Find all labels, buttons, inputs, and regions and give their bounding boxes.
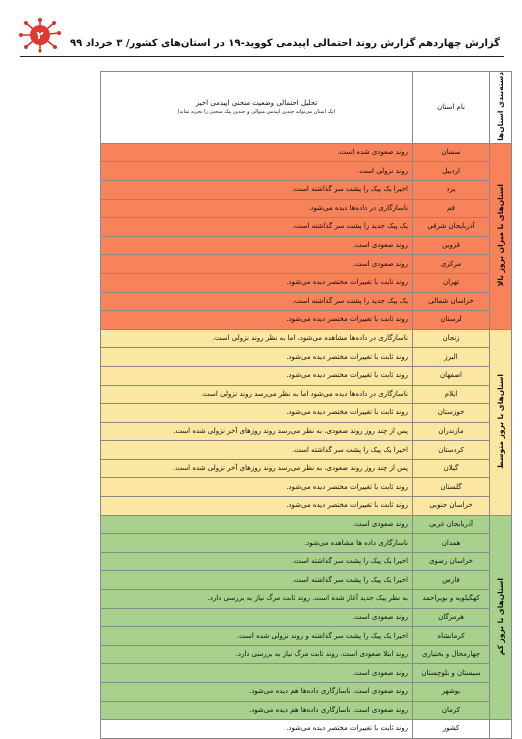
- table-row: [101, 311, 512, 330]
- table-row: [101, 497, 512, 516]
- province-status-cell: روند ثابت با تغییرات مختصر دیده می‌شود.: [101, 404, 413, 423]
- province-name-cell: تهران: [413, 273, 490, 292]
- virus-icon: [18, 18, 62, 52]
- table-row: [101, 422, 512, 441]
- table-row: [101, 459, 512, 478]
- group-cell-low: [490, 515, 512, 720]
- table-row: [101, 515, 512, 534]
- report-subtitle: گزارش روند احتمالی اپیدمی کووید-۱۹ در استان‌های کشور/ ۳ خرداد ۹۹: [70, 38, 416, 49]
- province-status-cell: یک پیک جدید را پشت سر گذاشته است.: [101, 218, 413, 237]
- report-title: گزارش چهاردهم: [418, 38, 500, 49]
- header-province-label: نام استان: [437, 102, 465, 111]
- province-name-cell: بوشهر: [413, 683, 490, 702]
- province-status-cell: روند صعودی است.: [101, 664, 413, 683]
- province-status-cell: یک پیک جدید را پشت سر گذاشته است.: [101, 292, 413, 311]
- table-row: [101, 329, 512, 348]
- province-name-cell: گیلان: [413, 459, 490, 478]
- province-status-cell: روند صعودی است.: [101, 515, 413, 534]
- province-status-cell: اخیرا یک پیک را پشت سر گذاشته است.: [101, 571, 413, 590]
- header-group-label: دسته‌بندی استان‌ها: [495, 72, 505, 141]
- table-row: [101, 608, 512, 627]
- province-name-cell: خراسان رضوی: [413, 552, 490, 571]
- table-row: [101, 236, 512, 255]
- table-row: [101, 645, 512, 664]
- province-name-cell: خراسان شمالی: [413, 292, 490, 311]
- province-status-cell: به نظر پیک جدید آغاز شده است. روند ثابت مرگ نیاز به بررسی دارد.: [101, 590, 413, 609]
- province-name-cell: سمنان: [413, 143, 490, 162]
- group-label: استان‌های با بروز متوسط: [495, 373, 505, 469]
- header-divider: [20, 56, 504, 57]
- table-row: [101, 478, 512, 497]
- province-name-cell: اصفهان: [413, 366, 490, 385]
- header-desc-cell: [101, 72, 413, 144]
- province-name-cell: فارس: [413, 571, 490, 590]
- header-group-cell: [490, 72, 512, 144]
- table-row: [101, 199, 512, 218]
- province-name-cell: یزد: [413, 180, 490, 199]
- province-status-cell: روند صعودی است.: [101, 255, 413, 274]
- province-name-cell: خراسان جنوبی: [413, 497, 490, 516]
- province-name-cell: قم: [413, 199, 490, 218]
- country-name-cell: کشور: [413, 720, 490, 739]
- header-desc-label: تحلیل احتمالی وضعیت منحنی اپیدمی اخیر: [195, 98, 318, 107]
- province-status-cell: پس از چند روز روند صعودی، به نظر می‌رسد روند روزهای آخر نزولی شده است.: [101, 459, 413, 478]
- province-status-cell: روند ثابت با تغییرات مختصر دیده می‌شود.: [101, 311, 413, 330]
- table-row: [101, 180, 512, 199]
- table-row: [101, 143, 512, 162]
- province-status-table: [100, 71, 512, 739]
- province-name-cell: قزوین: [413, 236, 490, 255]
- province-name-cell: مازندران: [413, 422, 490, 441]
- province-status-cell: ناسازگاری داده ها مشاهده می‌شود.: [101, 534, 413, 553]
- table-row-country: [101, 720, 512, 739]
- province-status-cell: اخیرا یک پیک را پشت سر گذاشته و روند نزولی شده است.: [101, 627, 413, 646]
- province-status-cell: پس از چند روز روند صعودی، به نظر می‌رسد روند روزهای آخر نزولی شده است.: [101, 422, 413, 441]
- table-row: [101, 441, 512, 460]
- group-cell-med: [490, 329, 512, 515]
- table-row: [101, 348, 512, 367]
- table-row: [101, 627, 512, 646]
- report-number: ۲: [36, 29, 44, 42]
- province-status-cell: روند ابتلا صعودی است. روند ثابت مرگ نیاز به بررسی دارد.: [101, 645, 413, 664]
- province-status-cell: روند صعودی است.: [101, 236, 413, 255]
- province-name-cell: چهارمحال و بختیاری: [413, 645, 490, 664]
- province-name-cell: آذربایجان شرقی: [413, 218, 490, 237]
- province-status-cell: روند صعودی است.: [101, 608, 413, 627]
- province-name-cell: همدان: [413, 534, 490, 553]
- province-name-cell: کرمان: [413, 701, 490, 720]
- province-status-cell: روند نزولی است.: [101, 162, 413, 181]
- province-status-cell: اخیرا یک پیک را پشت سر گذاشته است.: [101, 552, 413, 571]
- province-status-cell: ناسازگاری در داده‌ها مشاهده می‌شود، اما به نظر روند نزولی است.: [101, 329, 413, 348]
- table-row: [101, 552, 512, 571]
- group-cell-empty: [490, 720, 512, 739]
- province-status-cell: اخیرا یک پیک را پشت سر گذاشته است.: [101, 180, 413, 199]
- province-name-cell: زنجان: [413, 329, 490, 348]
- province-status-cell: روند ثابت با تغییرات مختصر دیده می‌شود.: [101, 366, 413, 385]
- province-name-cell: کهگیلویه و بویراحمد: [413, 590, 490, 609]
- province-name-cell: کردستان: [413, 441, 490, 460]
- group-label: استان‌های با بروز کم: [495, 577, 505, 656]
- province-status-cell: روند صعودی است. ناسازگاری داده‌ها هم دیده می‌شود.: [101, 701, 413, 720]
- province-status-cell: روند ثابت با تغییرات مختصر دیده می‌شود.: [101, 497, 413, 516]
- table-row: [101, 218, 512, 237]
- province-status-table-container: [100, 71, 512, 733]
- table-row: [101, 255, 512, 274]
- table-row: [101, 534, 512, 553]
- province-name-cell: سیستان و بلوچستان: [413, 664, 490, 683]
- table-row: [101, 590, 512, 609]
- province-status-cell: روند صعودی است. ناسازگاری داده‌ها هم دیده می‌شود.: [101, 683, 413, 702]
- table-row: [101, 571, 512, 590]
- table-header-row: [101, 72, 512, 144]
- table-row: [101, 366, 512, 385]
- province-status-cell: ناسازگاری در داده‌ها دیده می‌شود اما به نظر می‌رسد روند نزولی است.: [101, 385, 413, 404]
- table-row: [101, 162, 512, 181]
- province-name-cell: لرستان: [413, 311, 490, 330]
- header-desc-note: (یک استان می‌تواند چندین اپیدمی متوالی و چندین پیک منحنی را تجربه نماید): [177, 108, 336, 115]
- group-label: استان‌های با میزان بروز بالا: [495, 184, 505, 287]
- country-status-cell: روند ثابت با تغییرات مختصر دیده می‌شود.: [101, 720, 413, 739]
- table-row: [101, 385, 512, 404]
- group-cell-high: [490, 143, 512, 329]
- province-name-cell: آذربایجان غربی: [413, 515, 490, 534]
- report-header: [0, 0, 522, 60]
- table-body: [101, 143, 512, 738]
- province-status-cell: اخیرا یک پیک را پشت سر گذاشته است.: [101, 441, 413, 460]
- province-name-cell: اردبیل: [413, 162, 490, 181]
- province-status-cell: ناسازگاری در داده‌ها دیده می‌شود.: [101, 199, 413, 218]
- table-row: [101, 683, 512, 702]
- province-name-cell: خوزستان: [413, 404, 490, 423]
- province-name-cell: گلستان: [413, 478, 490, 497]
- table-row: [101, 273, 512, 292]
- table-row: [101, 292, 512, 311]
- table-row: [101, 664, 512, 683]
- province-status-cell: روند ثابت با تغییرات مختصر دیده می‌شود.: [101, 273, 413, 292]
- province-status-cell: روند ثابت با تغییرات مختصر دیده می‌شود.: [101, 348, 413, 367]
- header-province-cell: [413, 72, 490, 144]
- province-name-cell: ایلام: [413, 385, 490, 404]
- province-name-cell: هرمزگان: [413, 608, 490, 627]
- province-name-cell: مرکزی: [413, 255, 490, 274]
- table-row: [101, 404, 512, 423]
- province-status-cell: روند ثابت با تغییرات مختصر دیده می‌شود.: [101, 478, 413, 497]
- province-name-cell: البرز: [413, 348, 490, 367]
- table-row: [101, 701, 512, 720]
- province-name-cell: کرمانشاه: [413, 627, 490, 646]
- province-status-cell: روند صعودی شده است.: [101, 143, 413, 162]
